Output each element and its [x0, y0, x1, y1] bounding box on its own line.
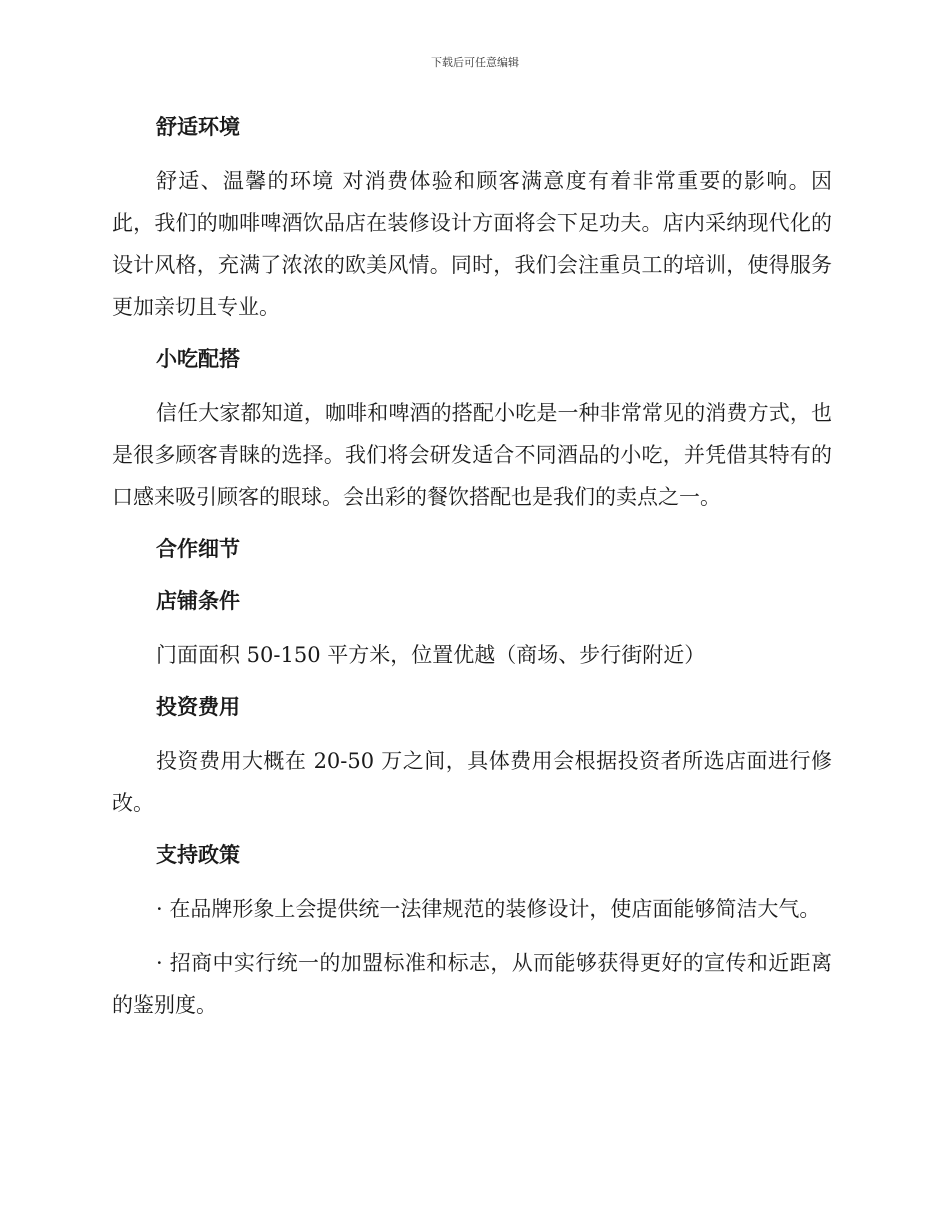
section-heading-investment: 投资费用: [156, 695, 240, 719]
paragraph-support-2: · 招商中实行统一的加盟标准和标志，从而能够获得更好的宣传和近距离的鉴别度。: [112, 951, 832, 1017]
paragraph-investment: 投资费用大概在 20-50 万之间，具体费用会根据投资者所选店面进行修改。: [112, 749, 832, 815]
section-heading-comfort: 舒适环境: [156, 115, 240, 139]
page-header: 下载后可任意编辑: [431, 56, 519, 69]
section-heading-cooperation: 合作细节: [156, 537, 240, 561]
paragraph-comfort: 舒适、温馨的环境 对消费体验和顾客满意度有着非常重要的影响。因此，我们的咖啡啤酒饮品店在装修设计方面将会下足功夫。店内采纳现代化的设计风格，充满了浓浓的欧美风情。同时，我们会注重员工的培训，使得服务更加亲切且专业。: [112, 169, 832, 319]
paragraph-store-conditions: 门面面积 50-150 平方米，位置优越（商场、步行街附近）: [156, 643, 706, 667]
section-heading-support: 支持政策: [156, 843, 240, 867]
paragraph-support-1: · 在品牌形象上会提供统一法律规范的装修设计，使店面能够简洁大气。: [156, 897, 821, 921]
document-body: [112, 108, 832, 1038]
paragraph-snacks: 信任大家都知道，咖啡和啤酒的搭配小吃是一种非常常见的消费方式，也是很多顾客青睐的选择。我们将会研发适合不同酒品的小吃，并凭借其特有的口感来吸引顾客的眼球。会出彩的餐饮搭配也是我们的卖点之一。: [112, 401, 832, 509]
section-heading-snacks: 小吃配搭: [156, 347, 240, 371]
section-heading-store-conditions: 店铺条件: [156, 589, 240, 613]
